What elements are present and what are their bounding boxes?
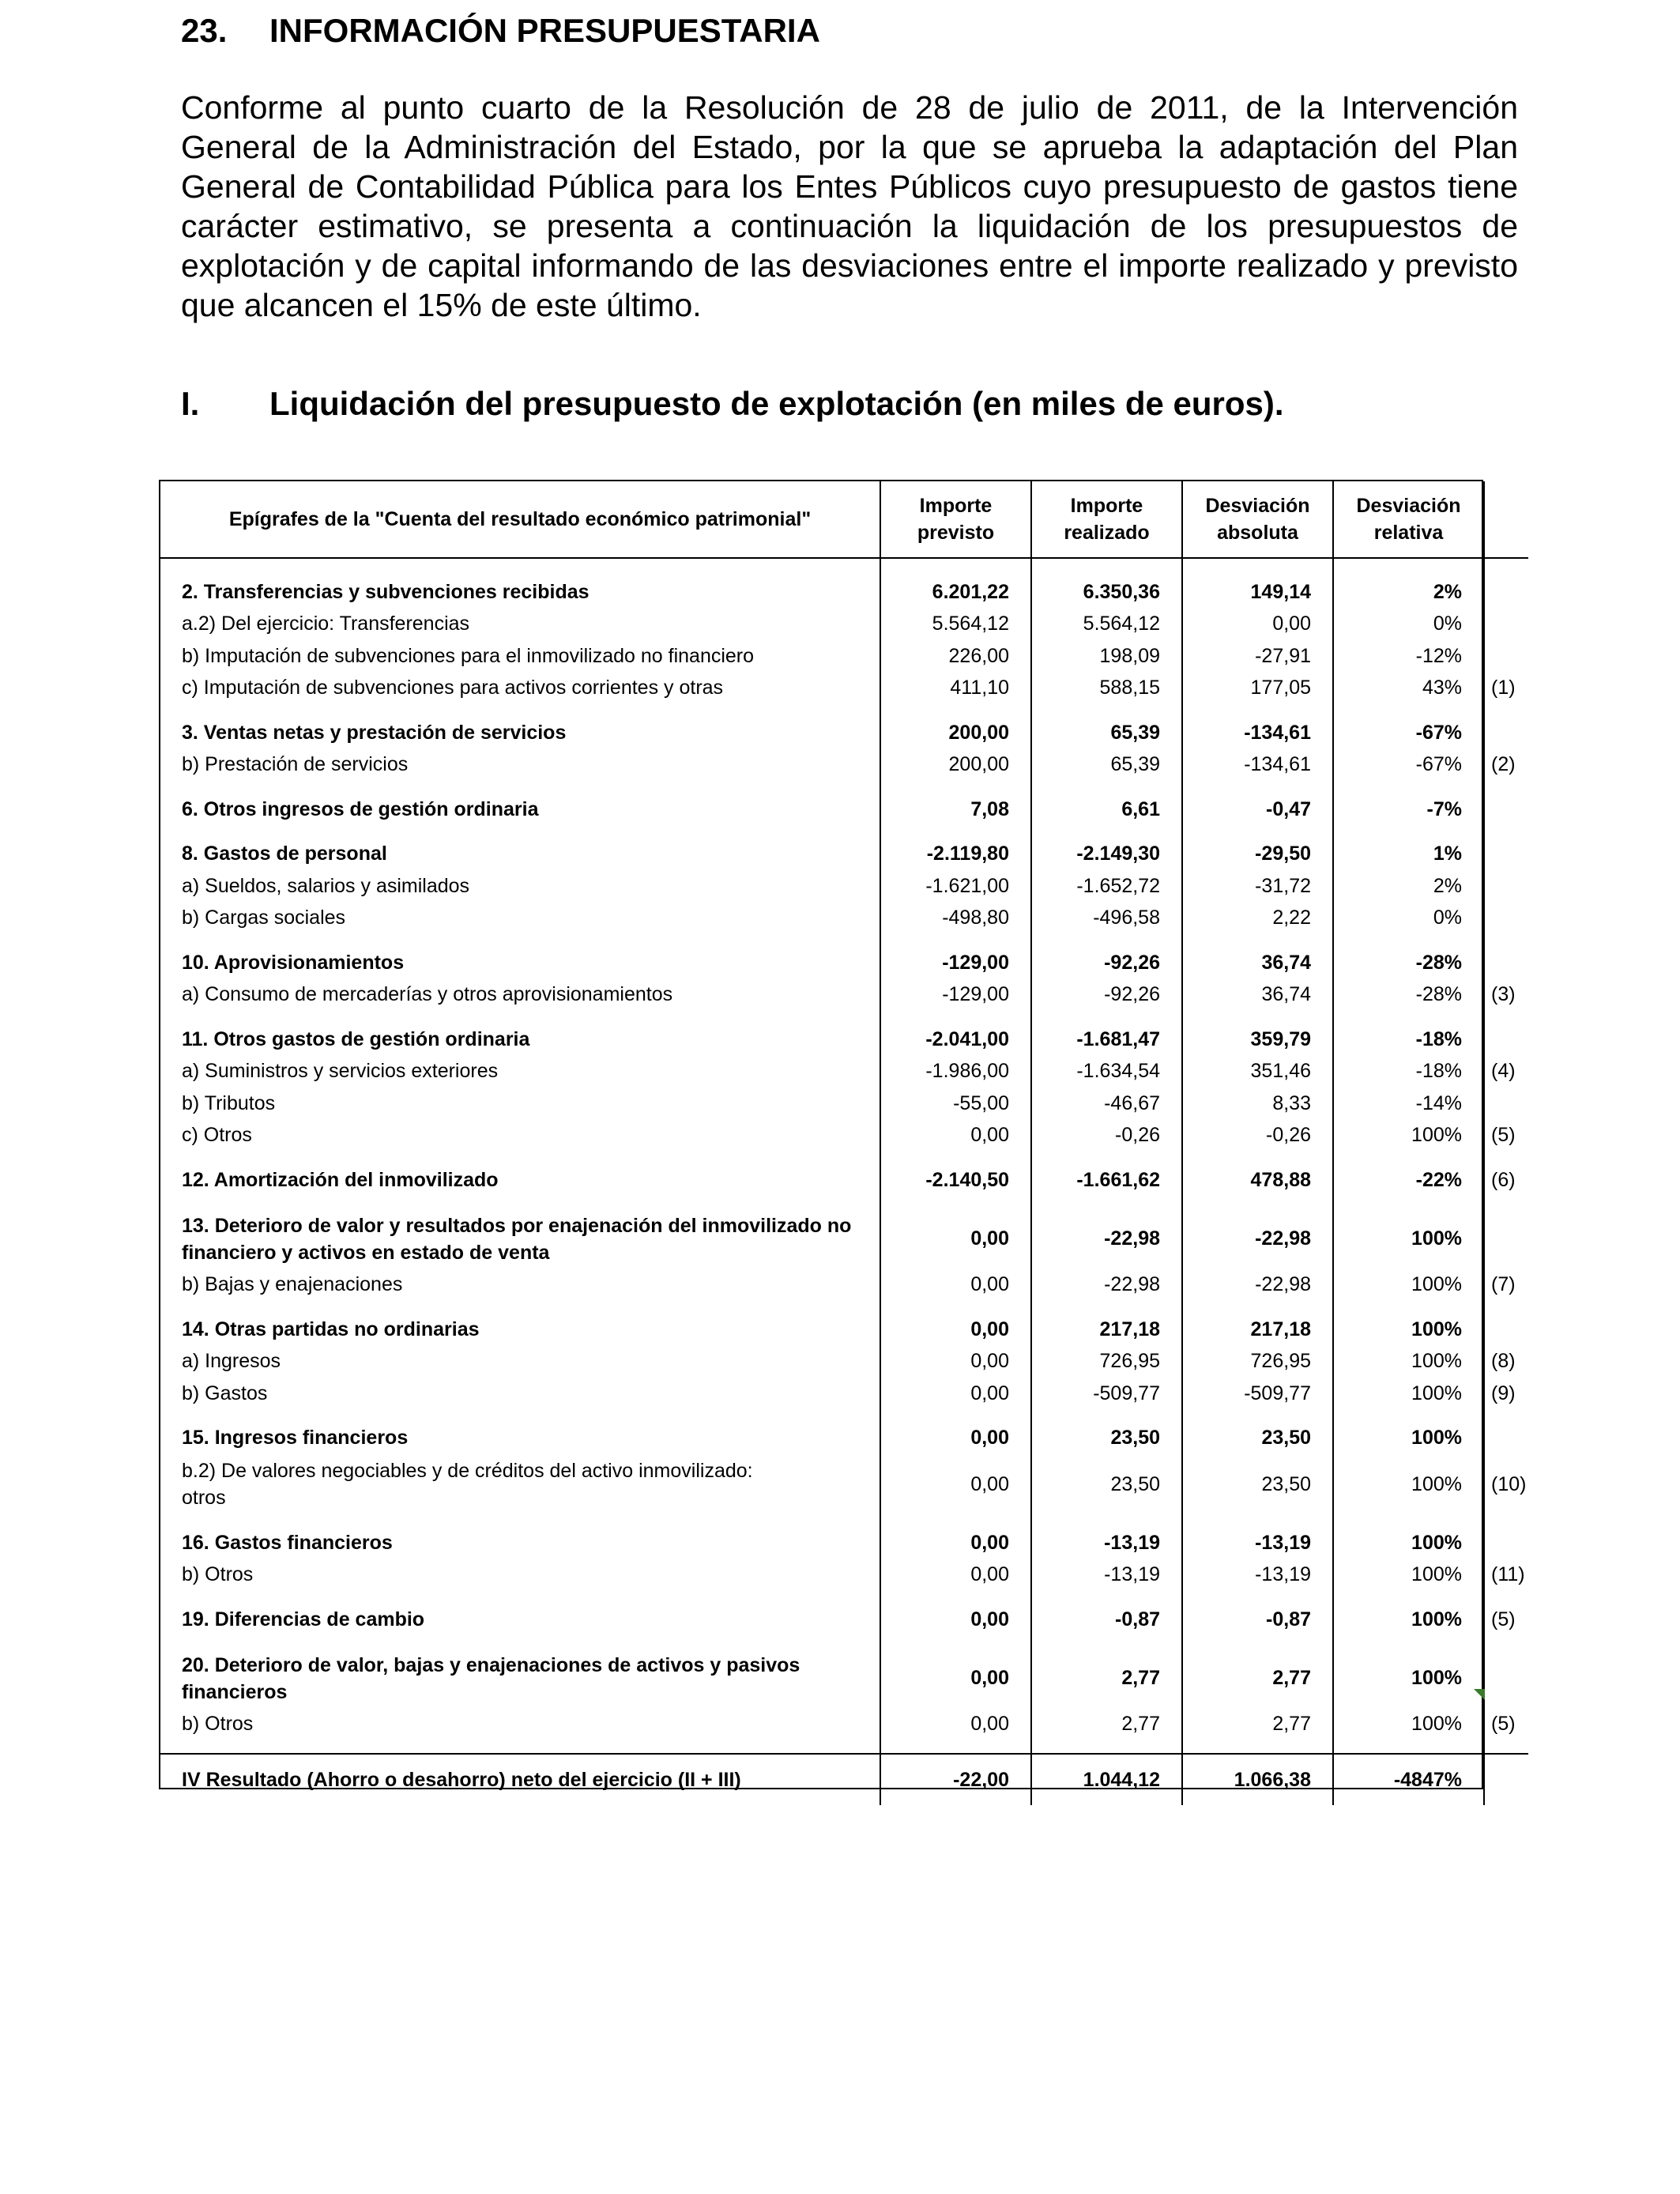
budget-table xyxy=(160,481,1528,1805)
gap-row xyxy=(160,558,1528,576)
gap-row xyxy=(160,1152,1528,1164)
cell-comment-marker-icon xyxy=(1474,1689,1485,1700)
table-row: 14. Otras partidas no ordinarias 0,00 217,18 217,18 100% xyxy=(160,1314,1528,1346)
table-row: b) Otros 0,00 -13,19 -13,19 100% (11) xyxy=(160,1559,1528,1592)
table-row: 11. Otros gastos de gestión ordinaria -2.041,00 -1.681,47 359,79 -18% xyxy=(160,1023,1528,1056)
gap-row xyxy=(160,704,1528,717)
table-row: b) Otros 0,00 2,77 2,77 100% (5) xyxy=(160,1709,1528,1741)
table-row: b) Bajas y enajenaciones 0,00 -22,98 -22,98 100% (7) xyxy=(160,1269,1528,1302)
table-row: 2. Transferencias y subvenciones recibidas 6.201,22 6.350,36 149,14 2% xyxy=(160,576,1528,609)
table-row: 3. Ventas netas y prestación de servicios 200,00 65,39 -134,61 -67% xyxy=(160,717,1528,749)
table-row: 13. Deterioro de valor y resultados por enajenación del inmovilizado no financiero y activos en estado de venta 0,00 -22,98 -22,98 100% xyxy=(160,1209,1528,1269)
gap-row xyxy=(160,781,1528,794)
table-row: 19. Diferencias de cambio 0,00 -0,87 -0,87 100% (5) xyxy=(160,1604,1528,1636)
section-number: 23. xyxy=(181,12,228,49)
table-header-row xyxy=(160,481,1528,558)
table-row: b) Tributos -55,00 -46,67 8,33 -14% xyxy=(160,1088,1528,1120)
gap-row xyxy=(160,1301,1528,1314)
table-row: b) Cargas sociales -498,80 -496,58 2,22 0% xyxy=(160,903,1528,935)
table-row: a) Sueldos, salarios y asimilados -1.621,00 -1.652,72 -31,72 2% xyxy=(160,870,1528,903)
header-realizado: Importe realizado xyxy=(1031,481,1182,558)
table-row: 6. Otros ingresos de gestión ordinaria 7,08 6,61 -0,47 -7% xyxy=(160,794,1528,826)
total-row: IV Resultado (Ahorro o desahorro) neto del ejercicio (II + III) -22,00 1.044,12 1.066,38 -4847% xyxy=(160,1754,1528,1805)
table-row: 20. Deterioro de valor, bajas y enajenaciones de activos y pasivos financieros 0,00 2,77 2,77 100% xyxy=(160,1649,1528,1709)
table-row: a) Consumo de mercaderías y otros aprovisionamientos -129,00 -92,26 36,74 -28% (3) xyxy=(160,979,1528,1012)
gap-row xyxy=(160,826,1528,839)
gap-row xyxy=(160,1636,1528,1649)
subsection-heading xyxy=(181,387,1284,420)
table-row: 15. Ingresos financieros 0,00 23,50 23,50 100% xyxy=(160,1423,1528,1455)
table-row: c) Otros 0,00 -0,26 -0,26 100% (5) xyxy=(160,1120,1528,1152)
table-row: 8. Gastos de personal -2.119,80 -2.149,30 -29,50 1% xyxy=(160,839,1528,871)
section-title: INFORMACIÓN PRESUPUESTARIA xyxy=(269,12,820,49)
table-row: b) Gastos 0,00 -509,77 -509,77 100% (9) xyxy=(160,1378,1528,1410)
table-row: 10. Aprovisionamientos -129,00 -92,26 36,74 -28% xyxy=(160,947,1528,979)
subsection-title: Liquidación del presupuesto de explotación (en miles de euros). xyxy=(269,385,1284,422)
table-row: a) Suministros y servicios exteriores -1.986,00 -1.634,54 351,46 -18% (4) xyxy=(160,1056,1528,1088)
intro-paragraph: Conforme al punto cuarto de la Resolución de 28 de julio de 2011, de la Intervención General de la Administración del Estado, por la que se aprueba la adaptación del Plan General de Contabilidad Pública para los Entes Públicos cuyo presupuesto de gastos tiene carácter estimativo, se presenta a continuación la liquidación de los presupuestos de explotación y de capital informando de las desviaciones entre el importe realizado y previsto que alcancen el 15% de este último. xyxy=(181,89,1518,323)
header-label: Epígrafes de la "Cuenta del resultado económico patrimonial" xyxy=(160,481,880,558)
table-row: a) Ingresos 0,00 726,95 726,95 100% (8) xyxy=(160,1346,1528,1378)
subsection-number: I. xyxy=(181,385,200,422)
gap-row xyxy=(160,934,1528,947)
table-row: b.2) De valores negociables y de créditos del activo inmovilizado: otros 0,00 23,50 23,50 100% (10) xyxy=(160,1454,1528,1514)
header-relativa: Desviación relativa xyxy=(1333,481,1484,558)
gap-row xyxy=(160,1740,1528,1754)
table-row: c) Imputación de subvenciones para activos corrientes y otras 411,10 588,15 177,05 43% (1) xyxy=(160,673,1528,705)
table-row: a.2) Del ejercicio: Transferencias 5.564,12 5.564,12 0,00 0% xyxy=(160,609,1528,641)
section-heading xyxy=(181,14,820,47)
budget-table-frame xyxy=(159,480,1527,1791)
header-absoluta: Desviación absoluta xyxy=(1182,481,1333,558)
table-row: b) Prestación de servicios 200,00 65,39 -134,61 -67% (2) xyxy=(160,749,1528,782)
gap-row xyxy=(160,1410,1528,1423)
gap-row xyxy=(160,1011,1528,1023)
header-note xyxy=(1484,481,1528,558)
table-row: b) Imputación de subvenciones para el inmovilizado no financiero 226,00 198,09 -27,91 -12% xyxy=(160,640,1528,673)
gap-row xyxy=(160,1591,1528,1604)
table-row: 16. Gastos financieros 0,00 -13,19 -13,19 100% xyxy=(160,1527,1528,1559)
gap-row xyxy=(160,1197,1528,1209)
table-row: 12. Amortización del inmovilizado -2.140,50 -1.661,62 478,88 -22% (6) xyxy=(160,1164,1528,1197)
table-body xyxy=(160,558,1528,1805)
gap-row xyxy=(160,1514,1528,1527)
header-previsto: Importe previsto xyxy=(880,481,1031,558)
